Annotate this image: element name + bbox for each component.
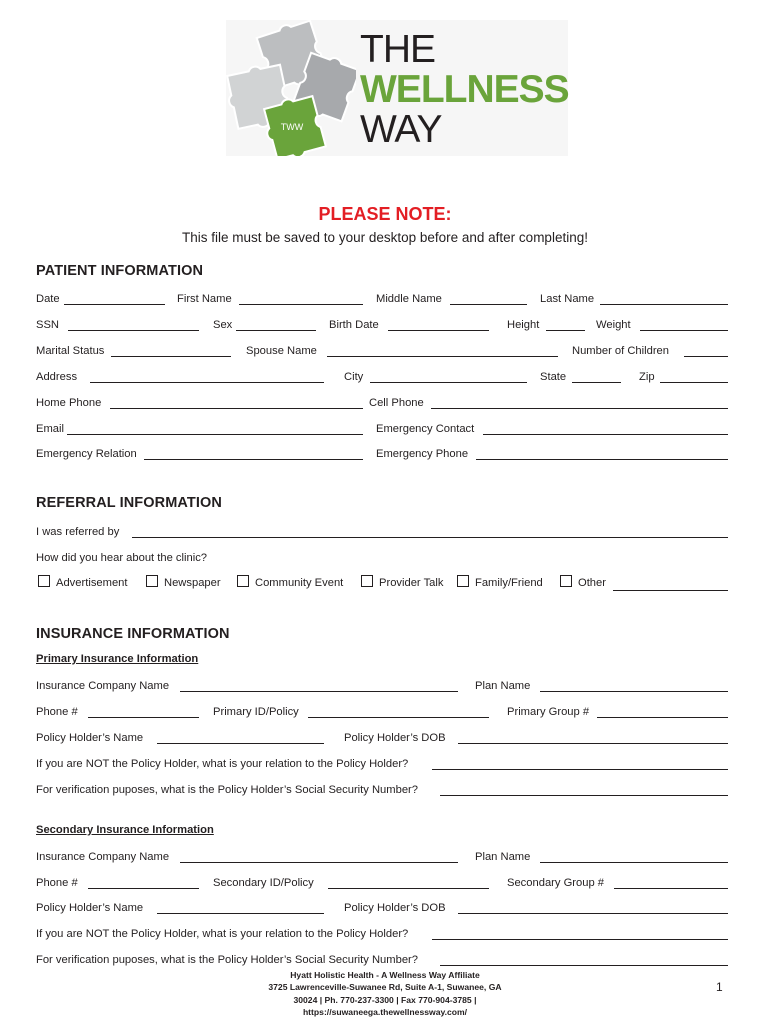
secondary-ssn-field[interactable] <box>440 965 728 966</box>
emergency-relation-label: Emergency Relation <box>36 448 137 460</box>
referred-by-label: I was referred by <box>36 526 120 538</box>
patient-heading: PATIENT INFORMATION <box>36 263 204 279</box>
secondary-relation-field[interactable] <box>432 939 728 940</box>
city-label: City <box>344 371 364 383</box>
secondary-relation-question: If you are NOT the Policy Holder, what is your relation to the Policy Holder? <box>36 928 409 940</box>
emergency-phone-label: Emergency Phone <box>376 448 469 460</box>
how-heard-label: How did you hear about the clinic? <box>36 552 208 564</box>
community-event-checkbox[interactable] <box>237 575 249 587</box>
zip-field[interactable] <box>660 382 728 383</box>
primary-insurance-subheading: Primary Insurance Information <box>36 653 199 665</box>
primary-group-field[interactable] <box>597 717 728 718</box>
number-of-children-field[interactable] <box>684 356 728 357</box>
referred-by-field[interactable] <box>132 537 728 538</box>
birth-date-label: Birth Date <box>329 319 379 331</box>
primary-holder-dob-label: Policy Holder’s DOB <box>344 732 446 744</box>
first-name-label: First Name <box>177 293 232 305</box>
ssn-field[interactable] <box>68 330 199 331</box>
primary-holder-name-field[interactable] <box>157 743 324 744</box>
notice-title: PLEASE NOTE: <box>318 204 452 224</box>
secondary-group-field[interactable] <box>614 888 728 889</box>
secondary-company-field[interactable] <box>180 862 458 863</box>
page-number: 1 <box>716 980 723 994</box>
secondary-holder-dob-label: Policy Holder’s DOB <box>344 902 446 914</box>
weight-label: Weight <box>596 319 631 331</box>
secondary-ssn-question: For verification puposes, what is the Policy Holder’s Social Security Number? <box>36 954 418 966</box>
home-phone-field[interactable] <box>110 408 363 409</box>
middle-name-label: Middle Name <box>376 293 442 305</box>
secondary-insurance-subheading: Secondary Insurance Information <box>36 824 214 836</box>
primary-relation-field[interactable] <box>432 769 728 770</box>
primary-holder-name-label: Policy Holder’s Name <box>36 732 144 744</box>
primary-holder-dob-field[interactable] <box>458 743 728 744</box>
sex-field[interactable] <box>236 330 316 331</box>
cell-phone-field[interactable] <box>431 408 728 409</box>
secondary-phone-label: Phone # <box>36 877 78 889</box>
footer-website-link[interactable]: https://suwaneega.thewellnessway.com/ <box>302 1007 468 1017</box>
number-of-children-label: Number of Children <box>572 345 670 357</box>
primary-company-label: Insurance Company Name <box>36 680 170 692</box>
primary-id-label: Primary ID/Policy <box>213 706 299 718</box>
other-checkbox[interactable] <box>560 575 572 587</box>
family-friend-checkbox[interactable] <box>457 575 469 587</box>
spouse-name-field[interactable] <box>327 356 558 357</box>
spouse-name-label: Spouse Name <box>246 345 317 357</box>
secondary-phone-field[interactable] <box>88 888 199 889</box>
primary-group-label: Primary Group # <box>507 706 590 718</box>
secondary-group-label: Secondary Group # <box>507 877 605 889</box>
community-event-option-label: Community Event <box>255 577 344 589</box>
other-option-label: Other <box>578 577 606 589</box>
last-name-field[interactable] <box>600 304 728 305</box>
other-field[interactable] <box>613 590 728 591</box>
newspaper-checkbox[interactable] <box>146 575 158 587</box>
marital-status-field[interactable] <box>111 356 231 357</box>
state-field[interactable] <box>572 382 621 383</box>
primary-relation-question: If you are NOT the Policy Holder, what is your relation to the Policy Holder? <box>36 758 409 770</box>
provider-talk-checkbox[interactable] <box>361 575 373 587</box>
secondary-plan-label: Plan Name <box>475 851 531 863</box>
primary-id-field[interactable] <box>308 717 489 718</box>
last-name-label: Last Name <box>540 293 595 305</box>
ssn-label: SSN <box>36 319 60 331</box>
primary-phone-label: Phone # <box>36 706 78 718</box>
date-label: Date <box>36 293 60 305</box>
secondary-holder-dob-field[interactable] <box>458 913 728 914</box>
city-field[interactable] <box>370 382 527 383</box>
primary-company-field[interactable] <box>180 691 458 692</box>
footer-affiliate: Hyatt Holistic Health - A Wellness Way Affiliate <box>290 970 480 980</box>
emergency-phone-field[interactable] <box>476 459 728 460</box>
advertisement-option-label: Advertisement <box>56 577 128 589</box>
primary-ssn-field[interactable] <box>440 795 728 796</box>
date-field[interactable] <box>64 304 165 305</box>
email-field[interactable] <box>67 434 363 435</box>
footer-phone-fax: 30024 | Ph. 770-237-3300 | Fax 770-904-3785 | <box>293 995 477 1005</box>
secondary-company-label: Insurance Company Name <box>36 851 170 863</box>
footer-address: 3725 Lawrenceville-Suwanee Rd, Suite A-1, Suwanee, GA <box>268 982 502 992</box>
cell-phone-label: Cell Phone <box>369 397 424 409</box>
logo <box>226 20 568 156</box>
emergency-contact-label: Emergency Contact <box>376 423 475 435</box>
logo-text-wellness: WELLNESS <box>360 68 569 111</box>
address-field[interactable] <box>90 382 324 383</box>
logo-text-way: WAY <box>360 108 442 151</box>
secondary-id-field[interactable] <box>328 888 489 889</box>
newspaper-option-label: Newspaper <box>164 577 221 589</box>
primary-plan-label: Plan Name <box>475 680 531 692</box>
emergency-contact-field[interactable] <box>483 434 728 435</box>
state-label: State <box>540 371 567 383</box>
emergency-relation-field[interactable] <box>144 459 363 460</box>
email-label: Email <box>36 423 64 435</box>
provider-talk-option-label: Provider Talk <box>379 577 444 589</box>
logo-badge-text: TWW <box>280 122 304 132</box>
insurance-heading: INSURANCE INFORMATION <box>36 626 230 642</box>
advertisement-checkbox[interactable] <box>38 575 50 587</box>
puzzle-pieces-logo-icon <box>226 20 356 156</box>
notice-text: This file must be saved to your desktop before and after completing! <box>182 230 588 245</box>
secondary-id-label: Secondary ID/Policy <box>213 877 314 889</box>
weight-field[interactable] <box>640 330 728 331</box>
birth-date-field[interactable] <box>388 330 489 331</box>
middle-name-field[interactable] <box>450 304 527 305</box>
zip-label: Zip <box>639 371 655 383</box>
logo-text-the: THE <box>360 28 435 71</box>
sex-label: Sex <box>213 319 233 331</box>
family-friend-option-label: Family/Friend <box>475 577 543 589</box>
secondary-holder-name-field[interactable] <box>157 913 324 914</box>
height-field[interactable] <box>546 330 585 331</box>
marital-status-label: Marital Status <box>36 345 105 357</box>
secondary-holder-name-label: Policy Holder’s Name <box>36 902 144 914</box>
primary-phone-field[interactable] <box>88 717 199 718</box>
address-label: Address <box>36 371 78 383</box>
first-name-field[interactable] <box>239 304 363 305</box>
primary-plan-field[interactable] <box>540 691 728 692</box>
secondary-plan-field[interactable] <box>540 862 728 863</box>
height-label: Height <box>507 319 540 331</box>
home-phone-label: Home Phone <box>36 397 102 409</box>
referral-heading: REFERRAL INFORMATION <box>36 495 222 511</box>
primary-ssn-question: For verification puposes, what is the Policy Holder’s Social Security Number? <box>36 784 418 796</box>
